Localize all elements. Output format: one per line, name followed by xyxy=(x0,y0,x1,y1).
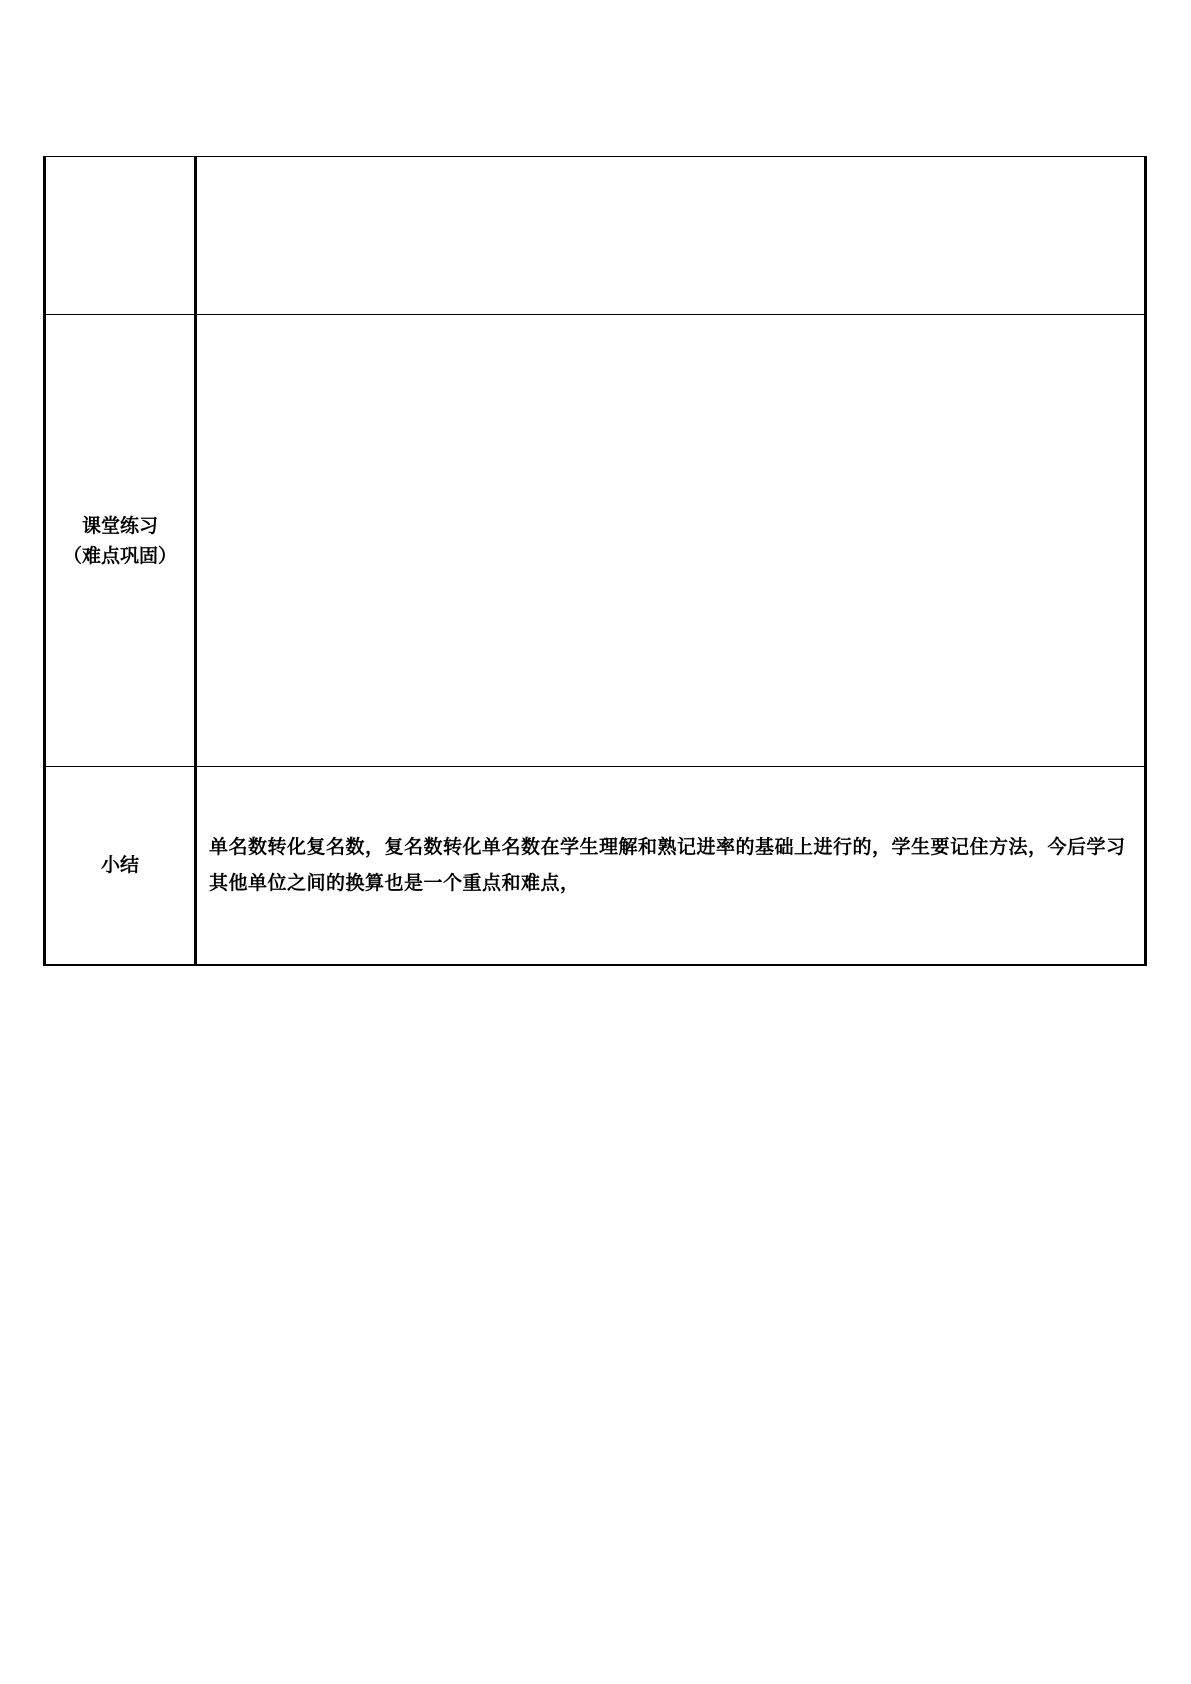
table-row xyxy=(45,767,1146,965)
summary-text: 单名数转化复名数，复名数转化单名数在学生理解和熟记进率的基础上进行的，学生要记住方法，今后学习其他单位之间的换算也是一个重点和难点， xyxy=(209,836,1126,895)
row-label-cell xyxy=(45,767,196,965)
practice-label: 课堂练习 xyxy=(81,514,158,537)
summary-label: 小结 xyxy=(100,854,139,877)
row-content-cell xyxy=(196,157,1146,315)
practice-content-cell xyxy=(196,315,1146,767)
practice-sublabel: （难点巩固） xyxy=(62,544,177,567)
row-label-cell xyxy=(45,315,196,767)
summary-content-cell xyxy=(196,767,1146,965)
table-row xyxy=(45,157,1146,315)
table-row xyxy=(45,315,1146,767)
row-label-cell xyxy=(45,157,196,315)
lesson-plan-table xyxy=(43,156,1147,966)
